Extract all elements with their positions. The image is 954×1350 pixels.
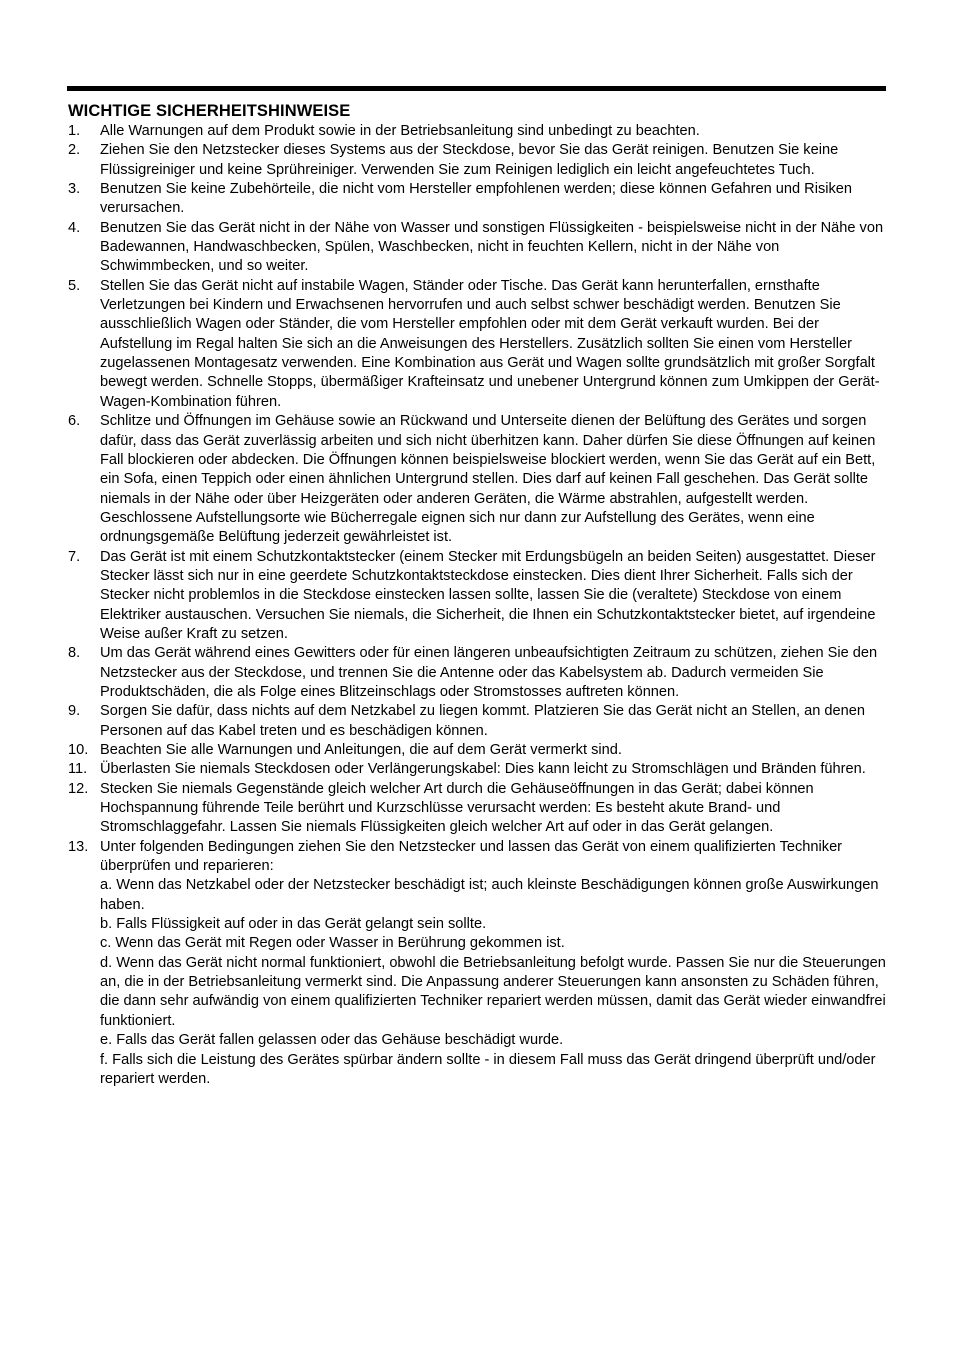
item-number: 3. — [68, 181, 81, 198]
item-text-13 — [100, 838, 886, 1089]
item-text: Schlitze und Öffnungen im Gehäuse sowie an Rückwand und Unterseite dienen der Belüftung des Gerätes und sorgen dafür, dass das Gerät zuverlässig arbeiten und sich nicht überhitzen kann. Daher dürfen Sie diese Öffnungen auf keinen Fall blockieren oder abdecken. Die Öffnungen können beispielsweise blockiert werden, wenn Sie das Gerät auf ein Bett, ein Sofa, einen Teppich oder einen ähnlichen Untergrund stellen. Dies darf auf keinen Fall geschehen. Das Gerät sollte niemals in der Nähe oder über Heizgeräten oder anderen Geräten, die Wärme abstrahlen, aufgestellt werden. Geschlossene Aufstellungsorte wie Bücherregale eignen sich nur dann zur Aufstellung des Gerätes, wenn eine ordnungsgemäße Belüftung jederzeit gewährleistet ist. — [100, 413, 876, 546]
list-item — [68, 277, 886, 412]
list-item — [68, 180, 886, 219]
sub-item-b: b. Falls Flüssigkeit auf oder in das Gerät gelangt sein sollte. — [100, 916, 487, 933]
list-item — [68, 741, 886, 760]
item-number: 1. — [68, 123, 81, 139]
item-number: 13. — [68, 838, 89, 855]
list-item — [68, 412, 886, 547]
item-text: Stecken Sie niemals Gegenstände gleich welcher Art durch die Gehäuseöffnungen in das Gerät; dabei können Hochspannung führende Teile berührt und Kurzschlüsse verursacht werden: Es besteht akute Brand- und Stromschlaggefahr. Lassen Sie niemals Flüssigkeiten gleich welcher Art auf oder in das Gerät gelangen. — [100, 780, 814, 836]
item-number: 4. — [68, 219, 81, 236]
list-item — [68, 548, 886, 645]
item-number: 12. — [68, 780, 89, 797]
item-number: 9. — [68, 703, 81, 720]
item-text: Das Gerät ist mit einem Schutzkontaktstecker (einem Stecker mit Erdungsbügeln an beiden Seiten) ausgestattet. Dieser Stecker lässt sich nur in eine geerdete Schutzkontaktsteckdose einstecken. Dies dient Ihrer Sicherheit. Falls sich der Stecker nicht problemlos in die Steckdose einstecken lassen sollte, lassen Sie die (veraltete) Steckdose von einem Elektriker austauschen. Versuchen Sie niemals, die Sicherheit, die Ihnen ein Schutzkontaktstecker bietet, auf irgendeine Weise außer Kraft zu setzen. — [100, 548, 876, 642]
item-text: Ziehen Sie den Netzstecker dieses Systems aus der Steckdose, bevor Sie das Gerät reinigen. Benutzen Sie keine Flüssigreiniger und keine Sprühreiniger. Verwenden Sie zum Reinigen lediglich ein leicht angefeuchtetes Tuch. — [100, 142, 839, 178]
item-text: Benutzen Sie keine Zubehörteile, die nicht vom Hersteller empfohlenen werden; diese können Gefahren und Risiken verursachen. — [100, 181, 853, 217]
list-item — [68, 644, 886, 702]
item-number: 2. — [68, 142, 81, 159]
item-text: Beachten Sie alle Warnungen und Anleitungen, die auf dem Gerät vermerkt sind. — [100, 742, 622, 758]
list-item — [68, 838, 886, 1089]
list-item — [68, 760, 886, 779]
list-item — [68, 780, 886, 838]
list-item — [68, 141, 886, 180]
sub-item-a: a. Wenn das Netzkabel oder der Netzstecker beschädigt ist; auch kleinste Beschädigungen können große Auswirkungen haben. — [100, 877, 879, 913]
list-item — [68, 219, 886, 277]
sub-item-c: c. Wenn das Gerät mit Regen oder Wasser in Berührung gekommen ist. — [100, 935, 565, 952]
item-text: Stellen Sie das Gerät nicht auf instabile Wagen, Ständer oder Tische. Das Gerät kann herunterfallen, ernsthafte Verletzungen bei Kindern und Erwachsenen hervorrufen und auch selbst schwer beschädigt werden. Benutzen Sie ausschließlich Wagen oder Ständer, die vom Hersteller empfohlen oder mit dem Gerät verkauft wurden. Bei der Aufstellung im Regal halten Sie sich an die Anweisungen des Herstellers. Zusätzlich sollten Sie einen vom Hersteller zugelassenen Montagesatz verwenden. Eine Kombination aus Gerät und Wagen sollte grundsätzlich mit großer Sorgfalt bewegt werden. Schnelle Stopps, übermäßiger Krafteinsatz und unebener Untergrund können zum Umkippen der Gerät-Wagen-Kombination führen. — [100, 277, 880, 410]
item-intro: Unter folgenden Bedingungen ziehen Sie den Netzstecker und lassen das Gerät von einem qualifizierten Techniker überprüfen und reparieren: — [100, 838, 843, 875]
item-number: 6. — [68, 413, 81, 430]
list-item — [68, 702, 886, 741]
item-text: Benutzen Sie das Gerät nicht in der Nähe von Wasser und sonstigen Flüssigkeiten - beispielsweise nicht in der Nähe von Badewannen, Handwaschbecken, Spülen, Waschbecken, nicht in feuchten Kellern, nicht in der Nähe von Schwimmbecken, und so weiter. — [100, 219, 884, 275]
item-text: Alle Warnungen auf dem Produkt sowie in der Betriebsanleitung sind unbedingt zu beachten. — [100, 123, 700, 139]
safety-list — [68, 122, 886, 1089]
item-text: Um das Gerät während eines Gewitters oder für einen längeren unbeaufsichtigten Zeitraum zu schützen, ziehen Sie den Netzstecker aus der Steckdose, und trennen Sie die Antenne oder das Kabelsystem ab. Dadurch vermeiden Sie Produktschäden, die als Folge eines Blitzeinschlags oder Stromstosses auftreten können. — [100, 645, 878, 700]
item-text: Überlasten Sie niemals Steckdosen oder Verlängerungskabel: Dies kann leicht zu Stromschlägen und Bränden führen. — [100, 761, 866, 778]
item-number: 7. — [68, 548, 81, 565]
item-number: 10. — [68, 742, 89, 758]
document-heading: WICHTIGE SICHERHEITSHINWEISE — [68, 102, 351, 120]
item-number: 8. — [68, 645, 81, 662]
item-number: 11. — [68, 761, 88, 778]
item-number: 5. — [68, 277, 81, 294]
sub-item-e: e. Falls das Gerät fallen gelassen oder das Gehäuse beschädigt wurde. — [100, 1032, 564, 1049]
document-body — [68, 101, 886, 1089]
list-item — [68, 122, 886, 141]
top-rule — [67, 86, 886, 91]
sub-item-d: d. Wenn das Gerät nicht normal funktioniert, obwohl die Betriebsanleitung befolgt wurde. Passen Sie nur die Steuerungen an, die in der Betriebsanleitung vermerkt sind. Die Anpassung anderer Steuerungen kann ansonsten zu Schäden führen, die dann sehr aufwändig von einem qualifizierten Techniker repariert werden müssen, damit das Gerät wieder einwandfrei funktioniert. — [100, 954, 886, 1029]
sub-item-f: f. Falls sich die Leistung des Gerätes spürbar ändern sollte - in diesem Fall muss das Gerät dringend überprüft und/oder repariert werden. — [100, 1051, 876, 1087]
item-text: Sorgen Sie dafür, dass nichts auf dem Netzkabel zu liegen kommt. Platzieren Sie das Gerät nicht an Stellen, an denen Personen auf das Kabel treten und es beschädigen können. — [100, 703, 865, 739]
